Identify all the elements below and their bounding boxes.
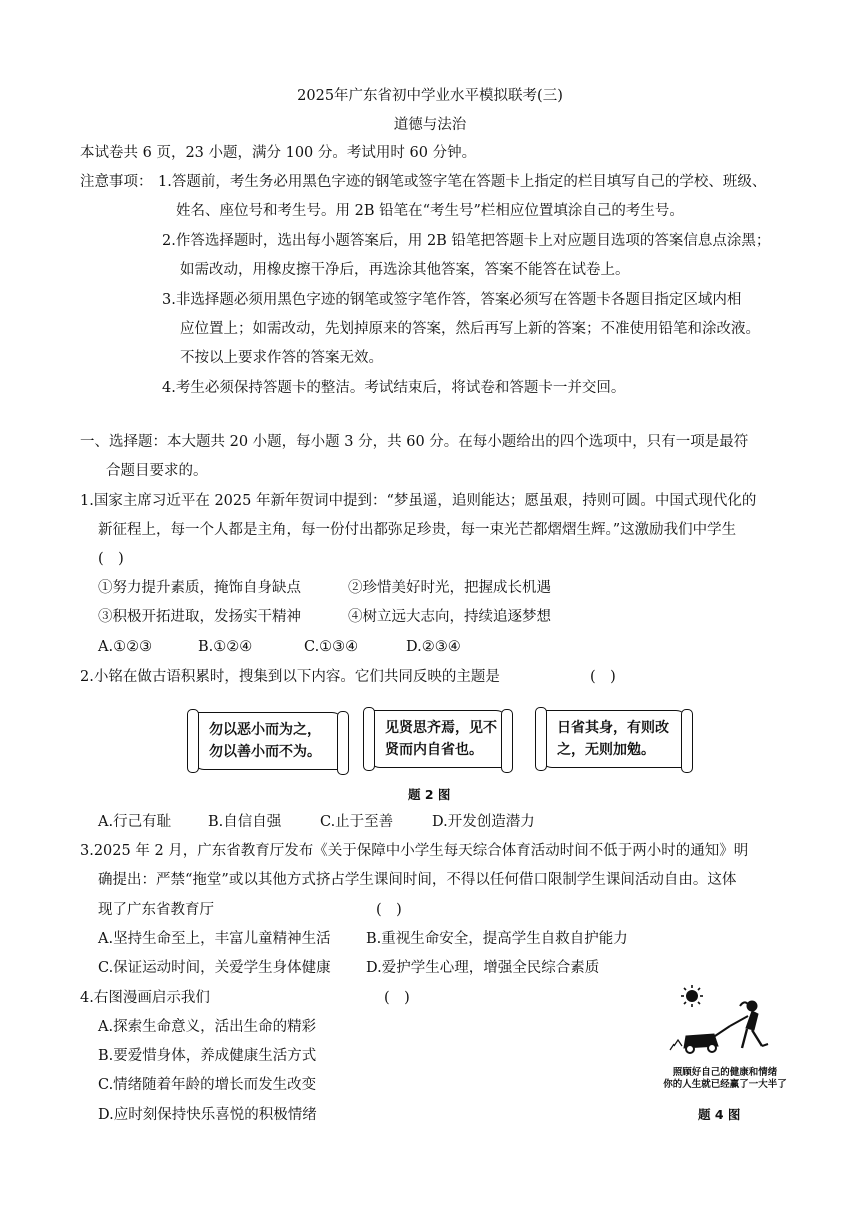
proverb-scroll-2: [368, 710, 508, 768]
scroll-3-line: 之，无则加勉。: [557, 742, 655, 758]
q2-option-a: A.行己有耻: [98, 814, 172, 830]
scroll-3-line: 日省其身，有则改: [557, 720, 669, 736]
q4-answer-paren: ( ): [384, 990, 410, 1006]
proverb-scroll-3: [540, 710, 688, 768]
section-heading: 一、选择题：本大题共 20 小题，每小题 3 分，共 60 分。在每小题给出的四个选项中，只有一项是最符: [80, 434, 749, 450]
notice-label: 注意事项：: [80, 174, 153, 190]
section-heading-cont: 合题目要求的。: [106, 463, 208, 479]
notice-line: 应位置上；如需改动，先划掉原来的答案，然后再写上新的答案；不准使用铅笔和涂改液。: [180, 321, 760, 337]
cartoon-text-line: 你的人生就已经赢了一大半了: [663, 1079, 787, 1090]
q2-answer-paren: ( ): [590, 669, 616, 685]
q3-option-a: A.坚持生命至上，丰富儿童精神生活: [98, 931, 331, 947]
q3-answer-paren: ( ): [376, 902, 402, 918]
exam-title: 2025年广东省初中学业水平模拟联考(三): [297, 88, 563, 104]
cartoon-lawnmower-illustration: [668, 984, 778, 1066]
figure-4-caption: 题 4 图: [698, 1107, 741, 1122]
q4-option-c: C.情绪随着年龄的增长而发生改变: [98, 1077, 317, 1093]
q1-statement-2: ②珍惜美好时光，把握成长机遇: [348, 580, 551, 596]
q1-statement-3: ③积极开拓进取，发扬实干精神: [98, 609, 301, 625]
q4-option-d: D.应时刻保持快乐喜悦的积极情绪: [98, 1107, 317, 1123]
scroll-2-line: 见贤思齐焉，见不: [385, 720, 497, 736]
q3-stem-cont: 现了广东省教育厅: [98, 902, 214, 918]
q2-option-d: D.开发创造潜力: [432, 814, 535, 830]
exam-intro: 本试卷共 6 页，23 小题，满分 100 分。考试用时 60 分钟。: [80, 145, 477, 161]
q4-option-b: B.要爱惜身体，养成健康生活方式: [98, 1048, 317, 1064]
q3-option-b: B.重视生命安全，提高学生自救自护能力: [366, 931, 628, 947]
q3-stem-cont: 确提出：严禁“拖堂”或以其他方式挤占学生课间时间，不得以任何借口限制学生课间活动自由。这体: [98, 872, 737, 888]
q2-option-c: C.止于至善: [320, 814, 394, 830]
subject-title: 道德与法治: [393, 117, 467, 133]
cartoon-caption-text: [660, 1067, 790, 1091]
q1-option-b: B.①②④: [198, 639, 253, 655]
q1-option-c: C.①③④: [304, 639, 359, 655]
scroll-1-line: 勿以善小而不为。: [209, 744, 321, 760]
q4-stem: 4.右图漫画启示我们: [80, 990, 210, 1006]
person-figure: [730, 1001, 768, 1048]
q2-option-b: B.自信自强: [208, 814, 282, 830]
lawnmower-icon: [670, 1026, 730, 1053]
notice-line: 1.答题前，考生务必用黑色字迹的钢笔或签字笔在答题卡上指定的栏目填写自己的学校、班级、: [158, 174, 767, 190]
scroll-2-line: 贤而内自省也。: [385, 742, 483, 758]
q2-stem: 2.小铭在做古语积累时，搜集到以下内容。它们共同反映的主题是: [80, 669, 500, 685]
scroll-1-line: 勿以恶小而为之，: [209, 722, 321, 738]
q1-answer-paren: ( ): [98, 551, 124, 567]
notice-line: 姓名、座位号和考生号。用 2B 铅笔在“考生号”栏相应位置填涂自己的考生号。: [176, 203, 684, 219]
q4-option-a: A.探索生命意义，活出生命的精彩: [98, 1019, 317, 1035]
q1-stem-cont: 新征程上，每一个人都是主角，每一份付出都弥足珍贵，每一束光芒都熠熠生辉。”这激励我们中学生: [98, 522, 737, 538]
q1-option-d: D.②③④: [406, 639, 461, 655]
notice-line: 如需改动，用橡皮擦干净后，再选涂其他答案，答案不能答在试卷上。: [180, 262, 630, 278]
notice-line: 2.作答选择题时，选出每小题答案后，用 2B 铅笔把答题卡上对应题目选项的答案信息点涂黑；: [162, 233, 771, 249]
cartoon-text-line: 照顾好自己的健康和情绪: [672, 1067, 778, 1078]
q1-statement-4: ④树立远大志向，持续追逐梦想: [348, 609, 551, 625]
notice-line: 不按以上要求作答的答案无效。: [180, 350, 383, 366]
q1-statement-1: ①努力提升素质，掩饰自身缺点: [98, 580, 301, 596]
notice-line: 3.非选择题必须用黑色字迹的钢笔或签字笔作答，答案必须写在答题卡各题目指定区域内相: [162, 292, 742, 308]
q3-option-c: C.保证运动时间，关爱学生身体健康: [98, 960, 331, 976]
q3-stem: 3.2025 年 2 月，广东省教育厅发布《关于保障中小学生每天综合体育活动时间不低于两小时的通知》明: [80, 843, 749, 859]
q1-option-a: A.①②③: [98, 639, 153, 655]
notice-line: 4.考生必须保持答题卡的整洁。考试结束后，将试卷和答题卡一并交回。: [162, 380, 626, 396]
sun-icon: [681, 985, 703, 1007]
figure-2-caption: 题 2 图: [408, 787, 451, 802]
q1-stem: 1.国家主席习近平在 2025 年新年贺词中提到：“梦虽遥，追则能达；愿虽艰，持则可圆。中国式现代化的: [80, 493, 757, 509]
proverb-scroll-1: [192, 712, 344, 770]
q3-option-d: D.爱护学生心理，增强全民综合素质: [366, 960, 600, 976]
